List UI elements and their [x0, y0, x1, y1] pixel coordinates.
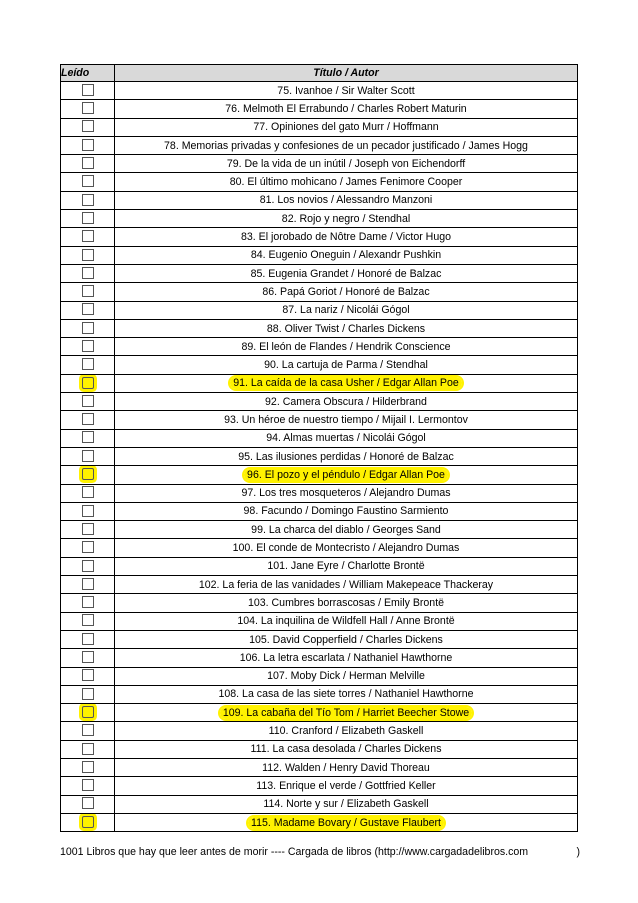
read-checkbox[interactable] — [82, 431, 94, 443]
table-row — [61, 447, 578, 465]
book-title-author: 90. La cartuja de Parma / Stendhal — [264, 359, 428, 372]
read-checkbox[interactable] — [82, 194, 94, 206]
read-cell — [61, 155, 115, 173]
title-author-cell — [115, 813, 578, 831]
read-cell — [61, 704, 115, 722]
read-cell — [61, 301, 115, 319]
table-row — [61, 283, 578, 301]
table-row — [61, 630, 578, 648]
title-author-cell — [115, 576, 578, 594]
title-author-cell — [115, 210, 578, 228]
read-cell — [61, 630, 115, 648]
table-header-row — [61, 65, 578, 82]
table-row — [61, 228, 578, 246]
book-title-author: 80. El último mohicano / James Fenimore Cooper — [229, 176, 463, 189]
title-author-cell — [115, 393, 578, 411]
book-title-author: 91. La caída de la casa Usher / Edgar Allan Poe — [230, 377, 462, 389]
read-cell — [61, 393, 115, 411]
read-checkbox[interactable] — [82, 779, 94, 791]
title-author-cell — [115, 521, 578, 539]
title-author-cell — [115, 484, 578, 502]
read-cell — [61, 758, 115, 776]
book-title-author: 101. Jane Eyre / Charlotte Brontë — [267, 560, 425, 573]
read-checkbox[interactable] — [82, 633, 94, 645]
read-cell — [61, 649, 115, 667]
read-cell — [61, 722, 115, 740]
title-author-cell — [115, 228, 578, 246]
title-author-cell — [115, 82, 578, 100]
book-title-author: 107. Moby Dick / Herman Melville — [267, 670, 425, 683]
book-title-author: 106. La letra escarlata / Nathaniel Hawthorne — [239, 651, 453, 664]
table-row — [61, 429, 578, 447]
book-title-author: 84. Eugenio Oneguin / Alexandr Pushkin — [250, 249, 442, 262]
read-cell — [61, 319, 115, 337]
read-cell — [61, 594, 115, 612]
title-author-cell — [115, 466, 578, 484]
read-checkbox[interactable] — [82, 249, 94, 261]
read-checkbox[interactable] — [82, 486, 94, 498]
table-row — [61, 484, 578, 502]
table-row — [61, 411, 578, 429]
title-author-cell — [115, 356, 578, 374]
table-row — [61, 704, 578, 722]
read-cell — [61, 374, 115, 392]
read-checkbox[interactable] — [82, 84, 94, 96]
read-checkbox[interactable] — [82, 669, 94, 681]
title-author-cell — [115, 758, 578, 776]
book-title-author: 113. Enrique el verde / Gottfried Keller — [256, 779, 436, 792]
read-cell — [61, 100, 115, 118]
read-checkbox[interactable] — [82, 541, 94, 553]
read-cell — [61, 740, 115, 758]
table-row — [61, 740, 578, 758]
title-author-cell — [115, 667, 578, 685]
read-checkbox[interactable] — [82, 724, 94, 736]
title-author-cell — [115, 447, 578, 465]
title-author-cell — [115, 191, 578, 209]
book-title-author: 92. Camera Obscura / Hilderbrand — [265, 395, 427, 408]
table-row — [61, 338, 578, 356]
table-row — [61, 594, 578, 612]
book-title-author: 112. Walden / Henry David Thoreau — [262, 761, 430, 774]
read-cell — [61, 411, 115, 429]
book-title-author: 78. Memorias privadas y confesiones de un pecador justificado / James Hogg — [164, 139, 528, 152]
footer-text: 1001 Libros que hay que leer antes de morir ---- Cargada de libros (http://www.cargadadelibros.com — [60, 846, 529, 858]
title-author-cell — [115, 539, 578, 557]
table-row — [61, 191, 578, 209]
read-cell — [61, 484, 115, 502]
title-author-cell — [115, 246, 578, 264]
title-author-cell — [115, 136, 578, 154]
table-row — [61, 502, 578, 520]
table-row — [61, 319, 578, 337]
title-author-cell — [115, 319, 578, 337]
read-checkbox[interactable] — [82, 102, 94, 114]
book-title-author: 85. Eugenia Grandet / Honoré de Balzac — [250, 267, 442, 280]
read-checkbox[interactable] — [82, 651, 94, 663]
read-checkbox[interactable] — [82, 816, 94, 828]
read-checkbox[interactable] — [82, 358, 94, 370]
book-title-author: 82. Rojo y negro / Stendhal — [281, 212, 411, 225]
read-cell — [61, 338, 115, 356]
read-checkbox[interactable] — [82, 688, 94, 700]
book-title-author: 97. Los tres mosqueteros / Alejandro Dumas — [241, 487, 451, 500]
read-checkbox[interactable] — [82, 505, 94, 517]
read-cell — [61, 283, 115, 301]
title-author-cell — [115, 502, 578, 520]
title-author-cell — [115, 411, 578, 429]
read-checkbox[interactable] — [82, 139, 94, 151]
book-title-author: 76. Melmoth El Errabundo / Charles Robert Maturin — [225, 102, 467, 115]
read-checkbox[interactable] — [82, 230, 94, 242]
book-checklist — [60, 64, 578, 832]
read-checkbox[interactable] — [82, 322, 94, 334]
title-author-cell — [115, 594, 578, 612]
read-checkbox[interactable] — [82, 614, 94, 626]
read-cell — [61, 118, 115, 136]
read-checkbox[interactable] — [82, 303, 94, 315]
read-checkbox[interactable] — [82, 743, 94, 755]
title-author-cell — [115, 100, 578, 118]
table-row — [61, 210, 578, 228]
read-checkbox[interactable] — [82, 395, 94, 407]
read-checkbox[interactable] — [82, 578, 94, 590]
table-row — [61, 557, 578, 575]
title-author-cell — [115, 630, 578, 648]
read-cell — [61, 429, 115, 447]
title-author-cell — [115, 283, 578, 301]
title-author-cell — [115, 338, 578, 356]
book-title-author: 103. Cumbres borrascosas / Emily Brontë — [247, 596, 445, 609]
table-row — [61, 521, 578, 539]
read-cell — [61, 210, 115, 228]
read-cell — [61, 813, 115, 831]
table-row — [61, 667, 578, 685]
read-checkbox[interactable] — [82, 706, 94, 718]
table-row — [61, 136, 578, 154]
read-cell — [61, 539, 115, 557]
read-cell — [61, 447, 115, 465]
table-row — [61, 758, 578, 776]
read-cell — [61, 777, 115, 795]
book-title-author: 108. La casa de las siete torres / Nathaniel Hawthorne — [218, 688, 474, 701]
book-title-author: 99. La charca del diablo / Georges Sand — [251, 523, 441, 536]
book-title-author: 111. La casa desolada / Charles Dickens — [250, 743, 442, 756]
title-author-cell — [115, 704, 578, 722]
book-title-author: 114. Norte y sur / Elizabeth Gaskell — [263, 798, 429, 811]
title-author-cell — [115, 649, 578, 667]
title-author-cell — [115, 795, 578, 813]
book-title-author: 75. Ivanhoe / Sir Walter Scott — [277, 84, 415, 97]
title-author-cell — [115, 173, 578, 191]
table-row — [61, 82, 578, 100]
read-checkbox[interactable] — [82, 468, 94, 480]
read-checkbox[interactable] — [82, 212, 94, 224]
table-row — [61, 612, 578, 630]
table-row — [61, 264, 578, 282]
read-checkbox[interactable] — [82, 560, 94, 572]
book-title-author: 100. El conde de Montecristo / Alejandro Dumas — [232, 542, 460, 555]
table-row — [61, 649, 578, 667]
read-cell — [61, 667, 115, 685]
book-table — [60, 64, 578, 832]
read-checkbox[interactable] — [82, 120, 94, 132]
table-row — [61, 155, 578, 173]
table-row — [61, 466, 578, 484]
table-row — [61, 356, 578, 374]
read-cell — [61, 356, 115, 374]
table-row — [61, 795, 578, 813]
table-row — [61, 722, 578, 740]
read-checkbox[interactable] — [82, 340, 94, 352]
book-title-author: 98. Facundo / Domingo Faustino Sarmiento — [243, 505, 449, 518]
read-checkbox[interactable] — [82, 523, 94, 535]
title-author-cell — [115, 301, 578, 319]
book-title-author: 110. Cranford / Elizabeth Gaskell — [268, 725, 424, 738]
read-cell — [61, 521, 115, 539]
book-title-author: 94. Almas muertas / Nicolái Gógol — [266, 432, 426, 445]
table-row — [61, 539, 578, 557]
book-title-author: 104. La inquilina de Wildfell Hall / Anne Brontë — [237, 615, 455, 628]
table-row — [61, 301, 578, 319]
read-cell — [61, 685, 115, 703]
column-header-title-author: Título / Autor — [115, 65, 578, 82]
table-row — [61, 777, 578, 795]
book-title-author: 86. Papá Goriot / Honoré de Balzac — [262, 285, 430, 298]
book-title-author: 83. El jorobado de Nôtre Dame / Victor Hugo — [240, 231, 452, 244]
book-title-author: 79. De la vida de un inútil / Joseph von Eichendorff — [226, 157, 466, 170]
title-author-cell — [115, 374, 578, 392]
table-row — [61, 246, 578, 264]
table-row — [61, 576, 578, 594]
title-author-cell — [115, 429, 578, 447]
read-cell — [61, 246, 115, 264]
read-checkbox[interactable] — [82, 797, 94, 809]
book-title-author: 115. Madame Bovary / Gustave Flaubert — [248, 817, 444, 829]
title-author-cell — [115, 777, 578, 795]
read-cell — [61, 228, 115, 246]
read-checkbox[interactable] — [82, 761, 94, 773]
title-author-cell — [115, 264, 578, 282]
book-title-author: 93. Un héroe de nuestro tiempo / Mijail I. Lermontov — [224, 413, 468, 426]
read-checkbox[interactable] — [82, 596, 94, 608]
table-row — [61, 685, 578, 703]
read-cell — [61, 795, 115, 813]
page-footer — [60, 845, 580, 859]
title-author-cell — [115, 155, 578, 173]
book-title-author: 105. David Copperfield / Charles Dickens — [249, 633, 443, 646]
table-row — [61, 100, 578, 118]
title-author-cell — [115, 557, 578, 575]
column-header-read: Leído — [61, 65, 115, 82]
read-checkbox[interactable] — [82, 450, 94, 462]
title-author-cell — [115, 612, 578, 630]
footer-closing-paren: ) — [576, 846, 580, 858]
table-row — [61, 173, 578, 191]
read-cell — [61, 264, 115, 282]
read-checkbox[interactable] — [82, 267, 94, 279]
book-title-author: 109. La cabaña del Tío Tom / Harriet Beecher Stowe — [220, 707, 472, 719]
read-cell — [61, 82, 115, 100]
read-cell — [61, 502, 115, 520]
read-cell — [61, 557, 115, 575]
read-cell — [61, 191, 115, 209]
book-title-author: 77. Opiniones del gato Murr / Hoffmann — [253, 121, 439, 134]
table-row — [61, 374, 578, 392]
read-checkbox[interactable] — [82, 377, 94, 389]
read-cell — [61, 173, 115, 191]
title-author-cell — [115, 685, 578, 703]
read-cell — [61, 466, 115, 484]
read-checkbox[interactable] — [82, 175, 94, 187]
read-cell — [61, 136, 115, 154]
book-list — [61, 82, 578, 832]
table-row — [61, 118, 578, 136]
table-row — [61, 393, 578, 411]
book-title-author: 87. La nariz / Nicolái Gógol — [282, 304, 410, 317]
book-title-author: 89. El león de Flandes / Hendrik Conscience — [241, 340, 451, 353]
read-checkbox[interactable] — [82, 413, 94, 425]
title-author-cell — [115, 740, 578, 758]
read-cell — [61, 612, 115, 630]
book-title-author: 88. Oliver Twist / Charles Dickens — [266, 322, 426, 335]
title-author-cell — [115, 118, 578, 136]
table-row — [61, 813, 578, 831]
book-title-author: 81. Los novios / Alessandro Manzoni — [259, 194, 433, 207]
read-checkbox[interactable] — [82, 157, 94, 169]
book-title-author: 96. El pozo y el péndulo / Edgar Allan Poe — [244, 469, 448, 481]
read-cell — [61, 576, 115, 594]
read-checkbox[interactable] — [82, 285, 94, 297]
book-title-author: 102. La feria de las vanidades / William Makepeace Thackeray — [198, 578, 494, 591]
title-author-cell — [115, 722, 578, 740]
book-title-author: 95. Las ilusiones perdidas / Honoré de Balzac — [238, 450, 454, 463]
